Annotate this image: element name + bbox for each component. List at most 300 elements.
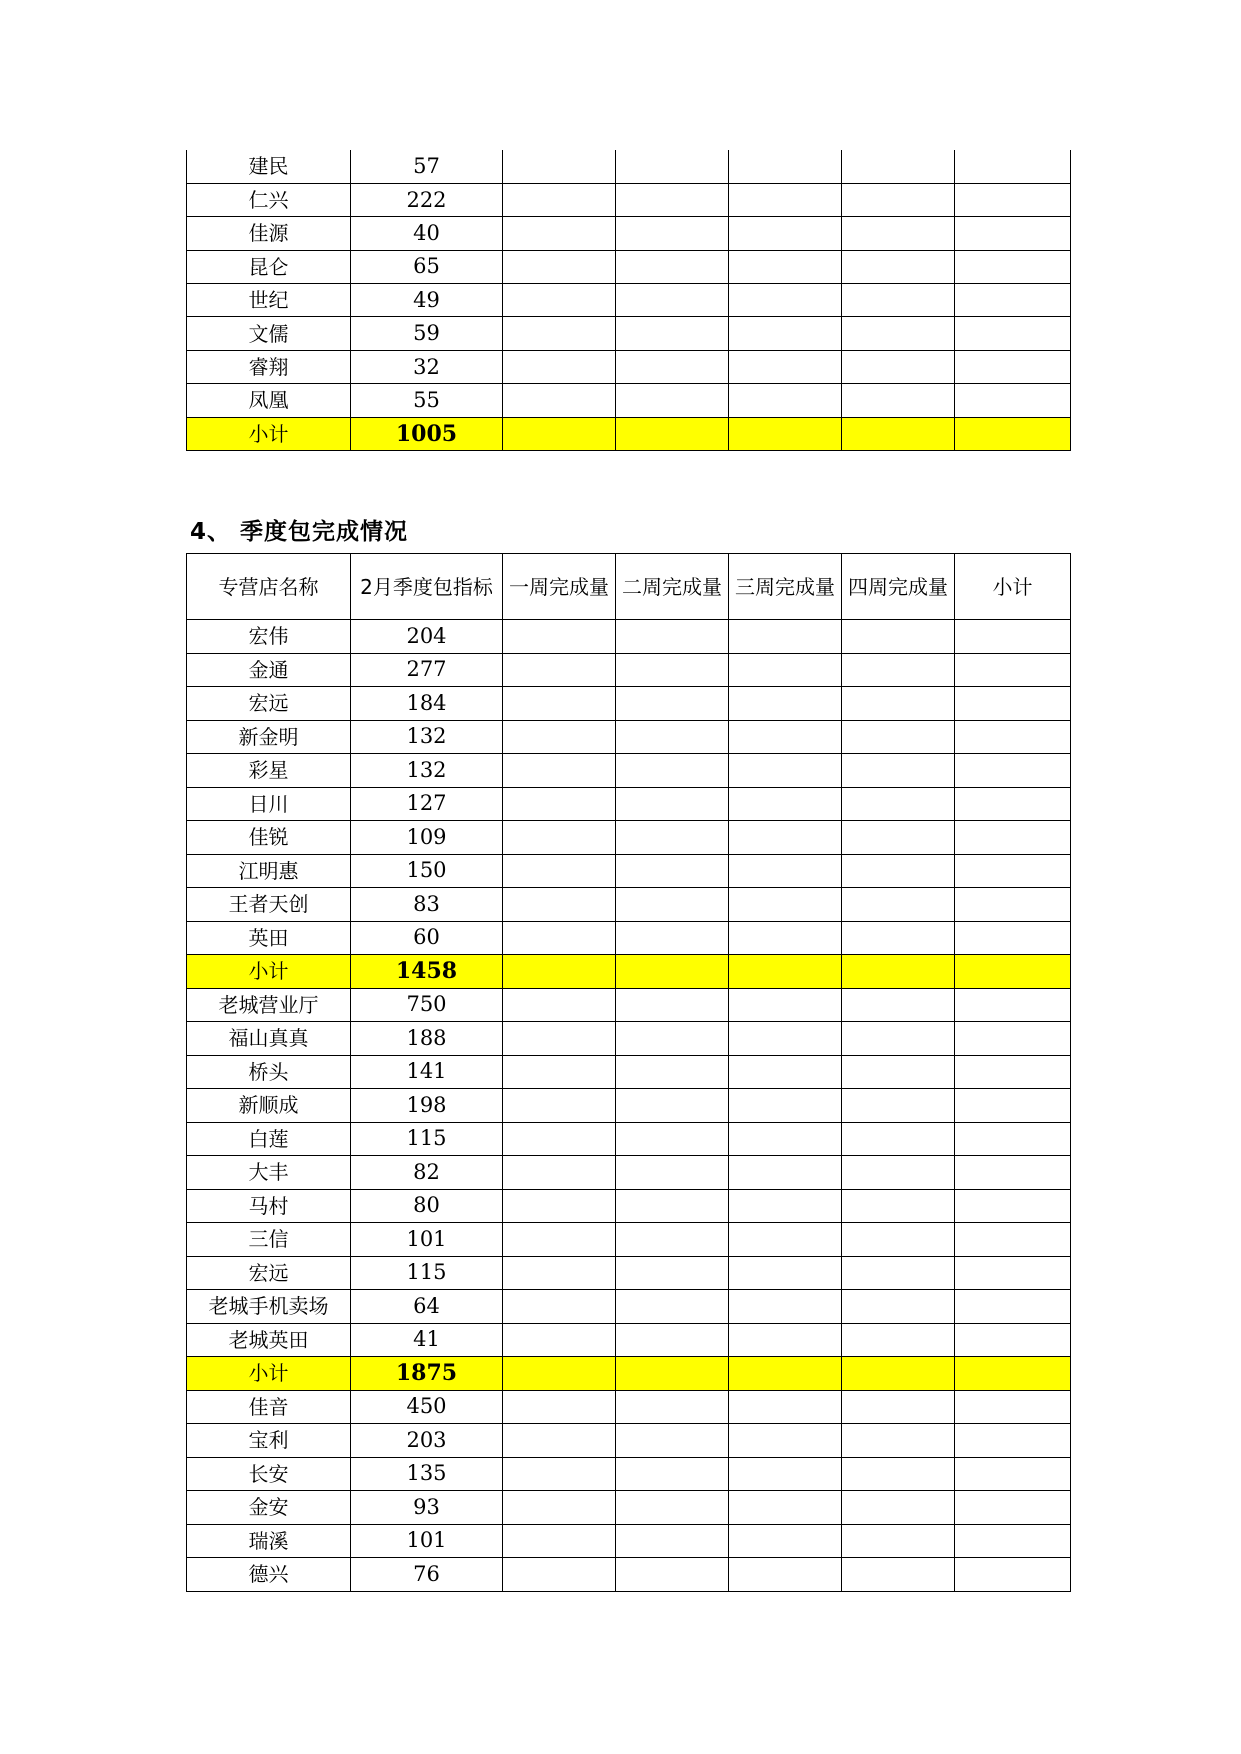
empty-cell: [729, 183, 842, 216]
empty-cell: [616, 1424, 729, 1458]
empty-cell: [955, 854, 1071, 888]
store-name-cell: 桥头: [187, 1055, 351, 1089]
empty-cell: [729, 620, 842, 654]
empty-cell: [955, 150, 1071, 183]
empty-cell: [842, 1491, 955, 1525]
empty-cell: [503, 217, 616, 250]
empty-cell: [955, 921, 1071, 955]
empty-cell: [842, 653, 955, 687]
empty-cell: [955, 1357, 1071, 1391]
table-row: [187, 921, 1071, 955]
target-value-cell: 40: [351, 217, 503, 250]
header-week3: 三周完成量: [729, 554, 842, 620]
table-row: [187, 988, 1071, 1022]
empty-cell: [842, 284, 955, 317]
store-name-cell: 文儒: [187, 317, 351, 350]
empty-cell: [616, 1156, 729, 1190]
empty-cell: [616, 1524, 729, 1558]
empty-cell: [503, 888, 616, 922]
empty-cell: [729, 653, 842, 687]
table-row: [187, 1524, 1071, 1558]
empty-cell: [616, 720, 729, 754]
empty-cell: [616, 1089, 729, 1123]
empty-cell: [955, 620, 1071, 654]
empty-cell: [955, 1055, 1071, 1089]
store-name-cell: 老城英田: [187, 1323, 351, 1357]
target-value-cell: 750: [351, 988, 503, 1022]
empty-cell: [842, 1189, 955, 1223]
store-name-cell: 老城营业厅: [187, 988, 351, 1022]
empty-cell: [955, 988, 1071, 1022]
empty-cell: [729, 821, 842, 855]
empty-cell: [503, 754, 616, 788]
store-name-cell: 宏远: [187, 687, 351, 721]
empty-cell: [842, 1256, 955, 1290]
table-row: [187, 217, 1071, 250]
target-value-cell: 150: [351, 854, 503, 888]
table-row: [187, 620, 1071, 654]
empty-cell: [842, 1457, 955, 1491]
target-value-cell: 203: [351, 1424, 503, 1458]
header-store-name: 专营店名称: [187, 554, 351, 620]
empty-cell: [503, 183, 616, 216]
empty-cell: [503, 317, 616, 350]
target-value-cell: 1458: [351, 955, 503, 989]
empty-cell: [503, 787, 616, 821]
header-week2: 二周完成量: [616, 554, 729, 620]
target-value-cell: 101: [351, 1524, 503, 1558]
target-value-cell: 32: [351, 350, 503, 383]
empty-cell: [503, 687, 616, 721]
empty-cell: [955, 653, 1071, 687]
store-name-cell: 日川: [187, 787, 351, 821]
store-name-cell: 老城手机卖场: [187, 1290, 351, 1324]
target-value-cell: 222: [351, 183, 503, 216]
empty-cell: [503, 384, 616, 417]
empty-cell: [616, 921, 729, 955]
empty-cell: [616, 1122, 729, 1156]
table-row: [187, 284, 1071, 317]
table-row: [187, 1256, 1071, 1290]
empty-cell: [955, 1189, 1071, 1223]
target-value-cell: 64: [351, 1290, 503, 1324]
empty-cell: [955, 1122, 1071, 1156]
empty-cell: [729, 955, 842, 989]
section-title: 4、 季度包完成情况: [190, 519, 409, 545]
store-name-cell: 昆仑: [187, 250, 351, 283]
empty-cell: [616, 417, 729, 450]
empty-cell: [503, 284, 616, 317]
target-value-cell: 82: [351, 1156, 503, 1190]
empty-cell: [616, 1290, 729, 1324]
table-row: [187, 1122, 1071, 1156]
empty-cell: [842, 1122, 955, 1156]
store-name-cell: 睿翔: [187, 350, 351, 383]
empty-cell: [729, 988, 842, 1022]
target-value-cell: 127: [351, 787, 503, 821]
target-value-cell: 204: [351, 620, 503, 654]
target-value-cell: 83: [351, 888, 503, 922]
empty-cell: [503, 1558, 616, 1592]
empty-cell: [729, 1223, 842, 1257]
empty-cell: [842, 1323, 955, 1357]
empty-cell: [955, 1290, 1071, 1324]
store-name-cell: 三信: [187, 1223, 351, 1257]
table-row: [187, 250, 1071, 283]
target-value-cell: 1005: [351, 417, 503, 450]
empty-cell: [729, 1290, 842, 1324]
table-row: [187, 1323, 1071, 1357]
empty-cell: [842, 1357, 955, 1391]
empty-cell: [729, 317, 842, 350]
empty-cell: [503, 1290, 616, 1324]
empty-cell: [842, 854, 955, 888]
target-value-cell: 59: [351, 317, 503, 350]
empty-cell: [955, 888, 1071, 922]
empty-cell: [616, 821, 729, 855]
store-name-cell: 新金明: [187, 720, 351, 754]
empty-cell: [729, 854, 842, 888]
store-name-cell: 金安: [187, 1491, 351, 1525]
empty-cell: [842, 1156, 955, 1190]
subtotal-row: [187, 955, 1071, 989]
empty-cell: [616, 1256, 729, 1290]
empty-cell: [616, 1022, 729, 1056]
target-value-cell: 115: [351, 1256, 503, 1290]
empty-cell: [955, 1457, 1071, 1491]
empty-cell: [842, 988, 955, 1022]
empty-cell: [729, 1156, 842, 1190]
store-name-cell: 新顺成: [187, 1089, 351, 1123]
table-row: [187, 1491, 1071, 1525]
header-week1: 一周完成量: [503, 554, 616, 620]
empty-cell: [616, 620, 729, 654]
table-row: [187, 1223, 1071, 1257]
empty-cell: [616, 150, 729, 183]
table-row: [187, 1089, 1071, 1123]
target-value-cell: 132: [351, 754, 503, 788]
empty-cell: [729, 1055, 842, 1089]
empty-cell: [842, 787, 955, 821]
empty-cell: [955, 821, 1071, 855]
empty-cell: [955, 754, 1071, 788]
empty-cell: [616, 350, 729, 383]
empty-cell: [616, 284, 729, 317]
empty-cell: [955, 250, 1071, 283]
empty-cell: [729, 1524, 842, 1558]
store-name-cell: 世纪: [187, 284, 351, 317]
empty-cell: [842, 1022, 955, 1056]
table-row: [187, 854, 1071, 888]
empty-cell: [842, 921, 955, 955]
table-row: [187, 183, 1071, 216]
empty-cell: [729, 1424, 842, 1458]
table-row: [187, 1558, 1071, 1592]
empty-cell: [955, 317, 1071, 350]
target-value-cell: 60: [351, 921, 503, 955]
empty-cell: [616, 183, 729, 216]
empty-cell: [729, 217, 842, 250]
empty-cell: [503, 1323, 616, 1357]
target-value-cell: 76: [351, 1558, 503, 1592]
empty-cell: [503, 350, 616, 383]
empty-cell: [955, 1491, 1071, 1525]
empty-cell: [616, 1357, 729, 1391]
empty-cell: [503, 720, 616, 754]
empty-cell: [842, 620, 955, 654]
table-row: [187, 787, 1071, 821]
empty-cell: [616, 955, 729, 989]
target-value-cell: 93: [351, 1491, 503, 1525]
table-row: [187, 888, 1071, 922]
target-value-cell: 55: [351, 384, 503, 417]
empty-cell: [616, 1457, 729, 1491]
empty-cell: [729, 1390, 842, 1424]
empty-cell: [503, 417, 616, 450]
empty-cell: [955, 350, 1071, 383]
store-name-cell: 德兴: [187, 1558, 351, 1592]
target-value-cell: 277: [351, 653, 503, 687]
subtotal-row: [187, 417, 1071, 450]
empty-cell: [729, 787, 842, 821]
empty-cell: [955, 1156, 1071, 1190]
store-name-cell: 金通: [187, 653, 351, 687]
empty-cell: [503, 653, 616, 687]
empty-cell: [729, 250, 842, 283]
empty-cell: [503, 1089, 616, 1123]
store-name-cell: 佳音: [187, 1390, 351, 1424]
empty-cell: [503, 1256, 616, 1290]
empty-cell: [842, 417, 955, 450]
target-value-cell: 188: [351, 1022, 503, 1056]
empty-cell: [503, 854, 616, 888]
table-row: [187, 350, 1071, 383]
empty-cell: [955, 1022, 1071, 1056]
empty-cell: [616, 250, 729, 283]
empty-cell: [842, 1424, 955, 1458]
empty-cell: [729, 384, 842, 417]
empty-cell: [842, 150, 955, 183]
empty-cell: [842, 350, 955, 383]
empty-cell: [616, 1491, 729, 1525]
empty-cell: [842, 687, 955, 721]
target-value-cell: 450: [351, 1390, 503, 1424]
empty-cell: [729, 1491, 842, 1525]
empty-cell: [842, 317, 955, 350]
empty-cell: [955, 284, 1071, 317]
empty-cell: [503, 1122, 616, 1156]
empty-cell: [729, 687, 842, 721]
empty-cell: [503, 1457, 616, 1491]
empty-cell: [842, 1390, 955, 1424]
empty-cell: [729, 720, 842, 754]
empty-cell: [729, 1558, 842, 1592]
empty-cell: [503, 150, 616, 183]
store-name-cell: 小计: [187, 1357, 351, 1391]
table-row: [187, 1290, 1071, 1324]
target-value-cell: 41: [351, 1323, 503, 1357]
empty-cell: [842, 217, 955, 250]
empty-cell: [729, 284, 842, 317]
target-value-cell: 49: [351, 284, 503, 317]
empty-cell: [503, 1055, 616, 1089]
empty-cell: [729, 1122, 842, 1156]
empty-cell: [955, 1424, 1071, 1458]
empty-cell: [955, 720, 1071, 754]
empty-cell: [616, 854, 729, 888]
store-name-cell: 大丰: [187, 1156, 351, 1190]
empty-cell: [955, 1256, 1071, 1290]
table-row: [187, 821, 1071, 855]
empty-cell: [503, 1357, 616, 1391]
empty-cell: [729, 1022, 842, 1056]
store-name-cell: 宝利: [187, 1424, 351, 1458]
store-name-cell: 宏远: [187, 1256, 351, 1290]
empty-cell: [729, 1357, 842, 1391]
empty-cell: [503, 1156, 616, 1190]
target-value-cell: 184: [351, 687, 503, 721]
table-row: [187, 1055, 1071, 1089]
empty-cell: [729, 350, 842, 383]
empty-cell: [955, 1558, 1071, 1592]
empty-cell: [503, 1189, 616, 1223]
empty-cell: [729, 1323, 842, 1357]
target-value-cell: 132: [351, 720, 503, 754]
empty-cell: [616, 687, 729, 721]
table-row: [187, 1022, 1071, 1056]
empty-cell: [955, 417, 1071, 450]
empty-cell: [616, 1055, 729, 1089]
table-row: [187, 384, 1071, 417]
target-value-cell: 109: [351, 821, 503, 855]
store-name-cell: 长安: [187, 1457, 351, 1491]
empty-cell: [955, 955, 1071, 989]
target-value-cell: 65: [351, 250, 503, 283]
target-value-cell: 1875: [351, 1357, 503, 1391]
target-value-cell: 101: [351, 1223, 503, 1257]
empty-cell: [729, 1256, 842, 1290]
target-value-cell: 135: [351, 1457, 503, 1491]
empty-cell: [955, 1323, 1071, 1357]
empty-cell: [503, 821, 616, 855]
empty-cell: [842, 720, 955, 754]
empty-cell: [729, 417, 842, 450]
empty-cell: [503, 1022, 616, 1056]
table-row: [187, 150, 1071, 183]
empty-cell: [729, 1089, 842, 1123]
empty-cell: [955, 183, 1071, 216]
empty-cell: [503, 955, 616, 989]
empty-cell: [616, 754, 729, 788]
empty-cell: [842, 754, 955, 788]
table-row: [187, 317, 1071, 350]
empty-cell: [842, 250, 955, 283]
header-subtotal: 小计: [955, 554, 1071, 620]
empty-cell: [503, 1424, 616, 1458]
target-value-cell: 80: [351, 1189, 503, 1223]
empty-cell: [955, 787, 1071, 821]
table-row: [187, 720, 1071, 754]
empty-cell: [503, 1390, 616, 1424]
empty-cell: [842, 183, 955, 216]
empty-cell: [616, 317, 729, 350]
empty-cell: [729, 1457, 842, 1491]
empty-cell: [955, 1390, 1071, 1424]
table-row: [187, 687, 1071, 721]
table-row: [187, 1457, 1071, 1491]
store-name-cell: 瑞溪: [187, 1524, 351, 1558]
store-name-cell: 建民: [187, 150, 351, 183]
empty-cell: [616, 787, 729, 821]
store-name-cell: 英田: [187, 921, 351, 955]
target-value-cell: 115: [351, 1122, 503, 1156]
empty-cell: [729, 150, 842, 183]
empty-cell: [729, 754, 842, 788]
subtotal-row: [187, 1357, 1071, 1391]
empty-cell: [616, 217, 729, 250]
empty-cell: [729, 921, 842, 955]
store-name-cell: 王者天创: [187, 888, 351, 922]
empty-cell: [842, 821, 955, 855]
store-name-cell: 马村: [187, 1189, 351, 1223]
empty-cell: [616, 988, 729, 1022]
empty-cell: [616, 1223, 729, 1257]
empty-cell: [955, 217, 1071, 250]
header-week4: 四周完成量: [842, 554, 955, 620]
header-row: [187, 554, 1071, 620]
table-row: [187, 1424, 1071, 1458]
empty-cell: [955, 1524, 1071, 1558]
store-name-cell: 白莲: [187, 1122, 351, 1156]
empty-cell: [503, 1223, 616, 1257]
target-value-cell: 198: [351, 1089, 503, 1123]
store-name-cell: 凤凰: [187, 384, 351, 417]
empty-cell: [503, 1524, 616, 1558]
empty-cell: [503, 1491, 616, 1525]
empty-cell: [729, 888, 842, 922]
empty-cell: [842, 1089, 955, 1123]
empty-cell: [616, 384, 729, 417]
empty-cell: [842, 1290, 955, 1324]
table-row: [187, 1189, 1071, 1223]
store-name-cell: 宏伟: [187, 620, 351, 654]
empty-cell: [503, 988, 616, 1022]
store-name-cell: 小计: [187, 955, 351, 989]
empty-cell: [842, 1524, 955, 1558]
header-target: 2月季度包指标: [351, 554, 503, 620]
store-name-cell: 佳锐: [187, 821, 351, 855]
empty-cell: [503, 921, 616, 955]
empty-cell: [616, 1558, 729, 1592]
store-name-cell: 江明惠: [187, 854, 351, 888]
empty-cell: [842, 1055, 955, 1089]
empty-cell: [729, 1189, 842, 1223]
top-table: [186, 150, 1071, 451]
empty-cell: [842, 1558, 955, 1592]
empty-cell: [616, 1323, 729, 1357]
empty-cell: [842, 384, 955, 417]
store-name-cell: 佳源: [187, 217, 351, 250]
store-name-cell: 仁兴: [187, 183, 351, 216]
empty-cell: [955, 384, 1071, 417]
quarterly-package-table: [186, 553, 1071, 1592]
store-name-cell: 小计: [187, 417, 351, 450]
empty-cell: [616, 653, 729, 687]
empty-cell: [955, 687, 1071, 721]
empty-cell: [616, 888, 729, 922]
table-row: [187, 754, 1071, 788]
target-value-cell: 57: [351, 150, 503, 183]
